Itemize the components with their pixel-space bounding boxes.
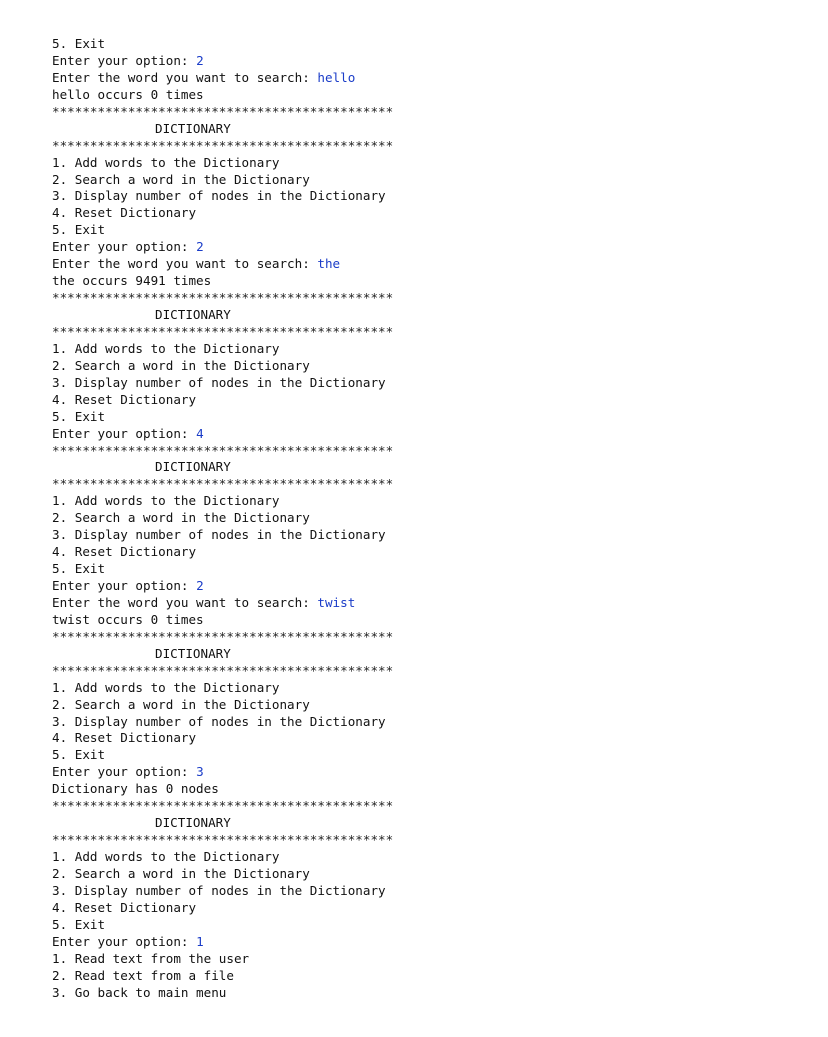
- output-text: 4. Reset Dictionary: [52, 391, 197, 407]
- prompt-line: [52, 256, 393, 273]
- user-input: 2: [196, 52, 204, 68]
- menu-title: [52, 121, 393, 138]
- output-text: 2. Search a word in the Dictionary: [52, 357, 310, 373]
- title-text: DICTIONARY: [155, 459, 231, 475]
- output-text: 1. Read text from the user: [52, 950, 250, 966]
- output-line: [52, 341, 393, 358]
- output-line: [52, 188, 393, 205]
- output-text: 2. Search a word in the Dictionary: [52, 171, 310, 187]
- separator-text: *********************************************: [52, 442, 394, 458]
- output-text: 4. Reset Dictionary: [52, 544, 197, 560]
- prompt-text: Enter your option:: [52, 933, 197, 949]
- user-input: 4: [196, 425, 204, 441]
- output-line: [52, 527, 393, 544]
- output-line: [52, 680, 393, 697]
- output-text: 2. Search a word in the Dictionary: [52, 696, 310, 712]
- output-text: twist occurs 0 times: [52, 611, 204, 627]
- output-line: [52, 781, 393, 798]
- output-line: [52, 273, 393, 290]
- output-line: [52, 493, 393, 510]
- separator-text: *********************************************: [52, 290, 394, 306]
- output-line: [52, 205, 393, 222]
- separator-rule: [52, 290, 393, 307]
- output-line: [52, 985, 393, 1002]
- output-line: [52, 172, 393, 189]
- output-text: 3. Display number of nodes in the Dictionary: [52, 527, 386, 543]
- prompt-text: Enter your option:: [52, 764, 197, 780]
- separator-rule: [52, 443, 393, 460]
- output-line: [52, 155, 393, 172]
- prompt-text: Enter the word you want to search:: [52, 256, 318, 272]
- output-line: [52, 36, 393, 53]
- menu-title: [52, 459, 393, 476]
- output-text: 4. Reset Dictionary: [52, 205, 197, 221]
- output-line: [52, 900, 393, 917]
- separator-rule: [52, 324, 393, 341]
- title-text: DICTIONARY: [155, 120, 231, 136]
- user-input: 2: [196, 239, 204, 255]
- output-text: 5. Exit: [52, 561, 106, 577]
- output-text: 2. Search a word in the Dictionary: [52, 865, 310, 881]
- output-line: [52, 510, 393, 527]
- prompt-text: Enter your option:: [52, 578, 197, 593]
- output-text: 4. Reset Dictionary: [52, 730, 197, 746]
- prompt-line: [52, 934, 393, 951]
- separator-rule: [52, 832, 393, 849]
- prompt-line: [52, 426, 393, 443]
- separator-rule: [52, 476, 393, 493]
- console-output: [52, 36, 393, 1001]
- separator-rule: [52, 104, 393, 121]
- separator-rule: [52, 138, 393, 155]
- separator-text: *********************************************: [52, 137, 394, 153]
- output-line: [52, 968, 393, 985]
- output-text: 3. Display number of nodes in the Dictionary: [52, 713, 386, 729]
- output-line: [52, 714, 393, 731]
- title-text: DICTIONARY: [155, 645, 231, 661]
- output-line: [52, 730, 393, 747]
- output-line: [52, 697, 393, 714]
- output-text: 5. Exit: [52, 916, 106, 932]
- prompt-text: Enter the word you want to search:: [52, 594, 318, 610]
- output-line: [52, 561, 393, 578]
- output-line: [52, 544, 393, 561]
- output-text: 2. Read text from a file: [52, 967, 234, 983]
- output-text: hello occurs 0 times: [52, 86, 204, 102]
- prompt-line: [52, 239, 393, 256]
- output-text: 5. Exit: [52, 36, 106, 51]
- separator-rule: [52, 629, 393, 646]
- user-input: 2: [196, 578, 204, 593]
- output-line: [52, 612, 393, 629]
- menu-title: [52, 815, 393, 832]
- prompt-text: Enter your option:: [52, 52, 197, 68]
- output-line: [52, 409, 393, 426]
- menu-title: [52, 646, 393, 663]
- separator-rule: [52, 798, 393, 815]
- separator-text: *********************************************: [52, 798, 394, 814]
- output-line: [52, 87, 393, 104]
- output-line: [52, 883, 393, 900]
- output-text: 1. Add words to the Dictionary: [52, 340, 280, 356]
- output-text: 2. Search a word in the Dictionary: [52, 510, 310, 526]
- output-text: the occurs 9491 times: [52, 273, 212, 289]
- prompt-line: [52, 764, 393, 781]
- user-input: 1: [196, 933, 204, 949]
- output-line: [52, 222, 393, 239]
- prompt-text: Enter your option:: [52, 425, 197, 441]
- separator-text: *********************************************: [52, 628, 394, 644]
- title-text: DICTIONARY: [155, 815, 231, 831]
- output-text: 5. Exit: [52, 222, 106, 238]
- output-text: 1. Add words to the Dictionary: [52, 679, 280, 695]
- separator-text: *********************************************: [52, 476, 394, 492]
- output-text: 5. Exit: [52, 747, 106, 763]
- user-input: twist: [317, 594, 356, 610]
- separator-rule: [52, 663, 393, 680]
- output-line: [52, 849, 393, 866]
- separator-text: *********************************************: [52, 832, 394, 848]
- output-text: 3. Display number of nodes in the Dictionary: [52, 188, 386, 204]
- prompt-line: [52, 578, 393, 595]
- output-text: 3. Display number of nodes in the Dictionary: [52, 882, 386, 898]
- menu-title: [52, 307, 393, 324]
- output-line: [52, 917, 393, 934]
- output-line: [52, 747, 393, 764]
- title-text: DICTIONARY: [155, 307, 231, 322]
- output-text: 1. Add words to the Dictionary: [52, 849, 280, 864]
- output-text: Dictionary has 0 nodes: [52, 781, 219, 797]
- prompt-text: Enter the word you want to search:: [52, 69, 318, 85]
- prompt-line: [52, 70, 393, 87]
- output-text: 3. Display number of nodes in the Dictionary: [52, 374, 386, 390]
- output-text: 3. Go back to main menu: [52, 984, 227, 1000]
- output-text: 1. Add words to the Dictionary: [52, 154, 280, 170]
- output-line: [52, 951, 393, 968]
- output-text: 4. Reset Dictionary: [52, 899, 197, 915]
- separator-text: *********************************************: [52, 103, 394, 119]
- separator-text: *********************************************: [52, 323, 394, 339]
- user-input: 3: [196, 764, 204, 780]
- prompt-line: [52, 53, 393, 70]
- prompt-text: Enter your option:: [52, 239, 197, 255]
- output-line: [52, 866, 393, 883]
- separator-text: *********************************************: [52, 662, 394, 678]
- output-line: [52, 392, 393, 409]
- output-text: 5. Exit: [52, 408, 106, 424]
- prompt-line: [52, 595, 393, 612]
- output-text: 1. Add words to the Dictionary: [52, 493, 280, 509]
- output-line: [52, 375, 393, 392]
- user-input: the: [317, 256, 341, 272]
- user-input: hello: [317, 69, 356, 85]
- output-line: [52, 358, 393, 375]
